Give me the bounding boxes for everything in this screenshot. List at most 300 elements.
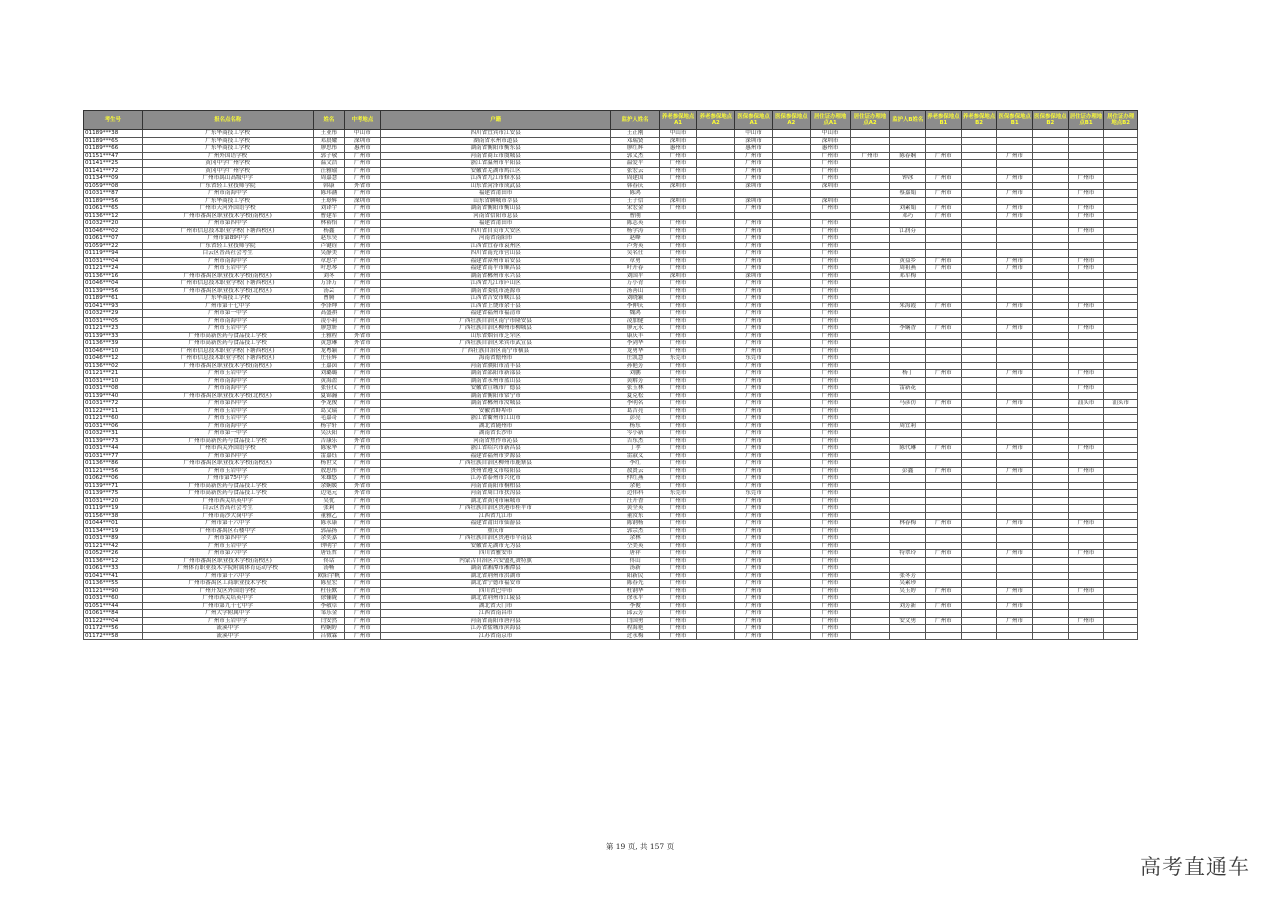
table-cell xyxy=(1033,580,1069,588)
table-cell: 雷嘉钰 xyxy=(313,452,344,460)
table-cell: 01141***72 xyxy=(84,167,143,175)
table-cell xyxy=(1104,355,1138,363)
column-header: 户籍 xyxy=(380,111,611,130)
table-cell: 外省市 xyxy=(345,437,381,445)
table-cell: 万小青 xyxy=(611,280,659,288)
table-cell: 张莉 xyxy=(313,505,344,513)
table-cell: 广州市 xyxy=(345,497,381,505)
table-cell: 广州市番禺区职业技术学校(南校区) xyxy=(142,362,313,370)
table-cell: 深圳市 xyxy=(735,272,773,280)
table-cell: 广州市 xyxy=(659,617,697,625)
table-cell xyxy=(1068,557,1104,565)
table-cell: 广州市第一中学 xyxy=(142,310,313,318)
table-cell xyxy=(697,325,735,333)
table-cell: 重庆市 xyxy=(380,527,611,535)
table-cell: 广州市 xyxy=(659,325,697,333)
table-cell: 深圳市 xyxy=(659,197,697,205)
table-cell: 广州市 xyxy=(345,347,381,355)
table-cell: 广州市 xyxy=(659,445,697,453)
table-cell xyxy=(1068,422,1104,430)
table-cell xyxy=(926,392,962,400)
table-cell: 外省市 xyxy=(345,482,381,490)
table-cell xyxy=(772,257,810,265)
table-row xyxy=(84,550,1138,558)
table-cell xyxy=(850,385,890,393)
table-cell: 广州市 xyxy=(810,392,850,400)
table-cell: 周嘉慧 xyxy=(313,175,344,183)
table-cell xyxy=(772,317,810,325)
table-row xyxy=(84,407,1138,415)
table-cell xyxy=(997,415,1033,423)
table-cell: 广州市 xyxy=(735,527,773,535)
table-cell xyxy=(1104,527,1138,535)
table-cell: 王亚彤 xyxy=(313,130,344,138)
table-cell: 01031***10 xyxy=(84,377,143,385)
table-cell xyxy=(926,250,962,258)
table-cell: 夏克松 xyxy=(611,392,659,400)
table-row xyxy=(84,310,1138,318)
table-cell xyxy=(850,265,890,273)
table-cell: 吉东杰 xyxy=(611,437,659,445)
table-cell: 廖元永 xyxy=(611,325,659,333)
table-cell xyxy=(997,392,1033,400)
table-row xyxy=(84,370,1138,378)
table-cell: 广州市 xyxy=(810,422,850,430)
table-cell: 杨东 xyxy=(611,422,659,430)
table-cell xyxy=(1068,535,1104,543)
table-cell xyxy=(850,190,890,198)
table-cell xyxy=(1104,280,1138,288)
table-cell: 王雅程 xyxy=(313,332,344,340)
table-cell xyxy=(926,572,962,580)
table-cell: 广州市 xyxy=(926,617,962,625)
table-cell: 刘璐璐 xyxy=(313,370,344,378)
table-cell xyxy=(890,295,926,303)
table-cell xyxy=(850,460,890,468)
table-cell: 广州市 xyxy=(345,430,381,438)
table-cell: 广州市 xyxy=(345,235,381,243)
table-cell: 刘冬 xyxy=(313,272,344,280)
table-cell: 广州市 xyxy=(659,340,697,348)
table-cell: 廖思彤 xyxy=(313,145,344,153)
table-cell xyxy=(890,557,926,565)
table-cell xyxy=(1068,355,1104,363)
table-row xyxy=(84,490,1138,498)
table-cell: 广州市 xyxy=(345,422,381,430)
table-cell xyxy=(850,392,890,400)
table-cell: 杨学涛 xyxy=(611,227,659,235)
table-cell xyxy=(1104,347,1138,355)
table-cell: 广州市 xyxy=(345,272,381,280)
table-cell: 广州市 xyxy=(810,595,850,603)
table-cell: 余林 xyxy=(611,535,659,543)
table-row xyxy=(84,265,1138,273)
table-row xyxy=(84,175,1138,183)
table-cell: 广州市 xyxy=(345,580,381,588)
table-cell: 佟山 xyxy=(611,557,659,565)
table-cell: 郭子敬 xyxy=(313,152,344,160)
column-header: 报名点名称 xyxy=(142,111,313,130)
table-cell xyxy=(890,287,926,295)
table-cell: 刘鹏 xyxy=(611,370,659,378)
table-cell: 广州大学附属中学 xyxy=(142,610,313,618)
column-header: 养老参保地点B1 xyxy=(926,111,962,130)
table-cell xyxy=(961,490,997,498)
table-cell xyxy=(697,527,735,535)
table-cell: 广州市 xyxy=(1068,445,1104,453)
table-cell: 广州市南海中学 xyxy=(142,385,313,393)
table-cell: 山东省菏泽市成武县 xyxy=(380,182,611,190)
table-cell: 张宏云 xyxy=(611,167,659,175)
table-cell xyxy=(697,310,735,318)
table-cell: 广州市 xyxy=(735,422,773,430)
table-cell xyxy=(697,182,735,190)
table-cell xyxy=(997,362,1033,370)
table-cell xyxy=(772,520,810,528)
table-cell: 01031***44 xyxy=(84,445,143,453)
table-row xyxy=(84,272,1138,280)
table-cell xyxy=(890,160,926,168)
table-cell xyxy=(926,535,962,543)
table-cell: 01031***77 xyxy=(84,452,143,460)
table-cell xyxy=(997,475,1033,483)
table-cell: 张玉林 xyxy=(611,385,659,393)
table-cell: 广州市 xyxy=(659,467,697,475)
table-cell: 黄慧琳 xyxy=(313,340,344,348)
table-cell xyxy=(697,250,735,258)
table-cell: 汕头市 xyxy=(1104,400,1138,408)
table-cell: 深圳市 xyxy=(810,197,850,205)
table-cell xyxy=(1033,325,1069,333)
table-cell: 葛文瑞 xyxy=(313,407,344,415)
table-cell: 广东华商技工学校 xyxy=(142,145,313,153)
table-cell: 01059***08 xyxy=(84,182,143,190)
table-cell: 广州市 xyxy=(810,617,850,625)
table-cell: 江苏省盐城市滨海县 xyxy=(380,625,611,633)
table-cell xyxy=(1104,595,1138,603)
table-cell xyxy=(697,542,735,550)
table-cell xyxy=(961,557,997,565)
table-cell xyxy=(772,235,810,243)
table-cell: 山东省聊城市莘县 xyxy=(380,197,611,205)
table-cell: 01062***06 xyxy=(84,475,143,483)
table-cell xyxy=(697,490,735,498)
table-cell xyxy=(1068,317,1104,325)
table-cell xyxy=(997,437,1033,445)
table-cell xyxy=(1068,145,1104,153)
table-cell xyxy=(1104,160,1138,168)
table-cell xyxy=(772,197,810,205)
table-cell: 01141***25 xyxy=(84,160,143,168)
table-cell xyxy=(1033,272,1069,280)
table-cell xyxy=(772,602,810,610)
table-cell xyxy=(850,512,890,520)
table-cell: 广州市 xyxy=(735,235,773,243)
table-cell xyxy=(926,235,962,243)
table-cell: 01136***55 xyxy=(84,580,143,588)
table-cell: 林春梅 xyxy=(890,520,926,528)
table-cell xyxy=(890,475,926,483)
table-cell: 广州市 xyxy=(997,400,1033,408)
table-cell: 外省市 xyxy=(345,332,381,340)
table-cell: 广州市 xyxy=(997,370,1033,378)
header-row xyxy=(84,111,1138,130)
table-cell: 广州市 xyxy=(735,475,773,483)
table-cell: 庄佳辉 xyxy=(313,355,344,363)
table-cell: 广州市第一中学 xyxy=(142,430,313,438)
table-cell: 广州市 xyxy=(810,490,850,498)
table-cell xyxy=(1033,535,1069,543)
table-cell: 钟冰 xyxy=(890,175,926,183)
table-cell: 广州市 xyxy=(735,512,773,520)
table-cell: 广州市 xyxy=(659,385,697,393)
table-cell xyxy=(1033,287,1069,295)
table-cell: 深圳市 xyxy=(735,137,773,145)
table-cell: 广州市番禺区职业技术学校(北校区) xyxy=(142,287,313,295)
table-row xyxy=(84,482,1138,490)
table-cell: 湖北省天门市 xyxy=(380,602,611,610)
table-cell xyxy=(1104,332,1138,340)
table-cell: 广州市 xyxy=(659,302,697,310)
table-cell: 汤芸 xyxy=(313,287,344,295)
table-row xyxy=(84,572,1138,580)
table-cell: 广州市 xyxy=(345,227,381,235)
table-cell xyxy=(1068,242,1104,250)
table-cell: 广州市 xyxy=(735,632,773,640)
table-cell xyxy=(997,242,1033,250)
table-cell xyxy=(772,475,810,483)
table-cell xyxy=(1068,572,1104,580)
table-cell: 广州市 xyxy=(345,160,381,168)
table-cell xyxy=(1033,617,1069,625)
table-cell: 广州市 xyxy=(735,557,773,565)
table-cell: 01189***56 xyxy=(84,197,143,205)
table-cell: 吴优 xyxy=(313,497,344,505)
table-cell: 广州市 xyxy=(735,595,773,603)
table-cell: 01136***86 xyxy=(84,460,143,468)
table-cell xyxy=(772,130,810,138)
table-cell: 福建省福州市罗源县 xyxy=(380,452,611,460)
table-cell: 广州市 xyxy=(659,250,697,258)
table-cell xyxy=(697,362,735,370)
table-cell xyxy=(850,280,890,288)
table-cell: 01119***19 xyxy=(84,505,143,513)
table-cell: 龙粤颖 xyxy=(313,347,344,355)
table-cell: 01151***47 xyxy=(84,152,143,160)
table-cell: 广州市 xyxy=(810,535,850,543)
table-cell: 深圳市 xyxy=(659,182,697,190)
table-cell xyxy=(1104,482,1138,490)
table-cell: 01121***23 xyxy=(84,325,143,333)
table-cell xyxy=(850,550,890,558)
table-cell: 广州市 xyxy=(735,310,773,318)
table-cell xyxy=(772,310,810,318)
table-cell: 广州市 xyxy=(1068,520,1104,528)
table-cell: 邓军梅 xyxy=(890,272,926,280)
table-cell: 凌加健 xyxy=(611,317,659,325)
table-cell xyxy=(1068,610,1104,618)
table-cell xyxy=(961,190,997,198)
table-cell: 广州市天河外国语学校 xyxy=(142,205,313,213)
table-cell: 广州市第89中学 xyxy=(142,235,313,243)
table-row xyxy=(84,137,1138,145)
table-cell: 深圳市 xyxy=(810,182,850,190)
table-cell xyxy=(772,550,810,558)
table-cell xyxy=(1068,377,1104,385)
table-cell: 李娴香 xyxy=(890,325,926,333)
table-cell: 广州市 xyxy=(345,205,381,213)
table-cell: 广州市 xyxy=(345,535,381,543)
table-cell: 广州市 xyxy=(810,325,850,333)
table-cell: 广州市 xyxy=(345,520,381,528)
table-cell xyxy=(926,482,962,490)
table-cell xyxy=(961,565,997,573)
table-cell xyxy=(997,317,1033,325)
table-cell: 广州市 xyxy=(810,385,850,393)
table-cell xyxy=(1033,377,1069,385)
table-cell xyxy=(1033,482,1069,490)
table-cell: 特翠玲 xyxy=(890,550,926,558)
table-cell: 广州市 xyxy=(659,482,697,490)
table-cell xyxy=(1104,167,1138,175)
table-cell xyxy=(1033,302,1069,310)
table-cell: 陈永康 xyxy=(313,520,344,528)
table-row xyxy=(84,625,1138,633)
table-cell xyxy=(697,257,735,265)
table-cell xyxy=(1033,437,1069,445)
table-cell xyxy=(1068,542,1104,550)
table-cell xyxy=(1068,512,1104,520)
table-cell xyxy=(997,182,1033,190)
table-cell: 广州市 xyxy=(997,617,1033,625)
table-cell xyxy=(997,137,1033,145)
table-cell: 中山市 xyxy=(345,130,381,138)
table-cell xyxy=(850,542,890,550)
table-cell xyxy=(850,137,890,145)
table-cell xyxy=(997,422,1033,430)
table-cell: 四川省雅安市 xyxy=(380,550,611,558)
column-header: 医保参保地点A2 xyxy=(772,111,810,130)
table-cell: 惠州市 xyxy=(735,145,773,153)
table-cell xyxy=(850,212,890,220)
table-cell: 广州市 xyxy=(810,250,850,258)
table-cell: 01121***56 xyxy=(84,467,143,475)
table-body xyxy=(84,130,1138,640)
table-cell: 黄全英 xyxy=(611,505,659,513)
table-cell: 广州市 xyxy=(735,362,773,370)
table-cell: 广州市 xyxy=(659,437,697,445)
table-cell: 广州市玉岩中学 xyxy=(142,265,313,273)
table-cell: 01139***73 xyxy=(84,437,143,445)
table-cell: 广州市 xyxy=(345,445,381,453)
table-cell: 外省市 xyxy=(345,340,381,348)
table-row xyxy=(84,610,1138,618)
table-cell xyxy=(997,272,1033,280)
table-cell: 广州市 xyxy=(345,175,381,183)
table-cell xyxy=(1068,287,1104,295)
table-cell: 江润芬 xyxy=(890,227,926,235)
table-cell xyxy=(697,392,735,400)
table-cell: 广州市 xyxy=(735,325,773,333)
table-cell: 孙艳芳 xyxy=(611,362,659,370)
table-cell xyxy=(961,272,997,280)
table-cell xyxy=(961,385,997,393)
table-cell: 吴沃阳 xyxy=(313,430,344,438)
table-cell xyxy=(1068,310,1104,318)
table-cell xyxy=(1033,430,1069,438)
table-cell: 01172***56 xyxy=(84,625,143,633)
table-cell: 01189***66 xyxy=(84,145,143,153)
table-cell: 广州市 xyxy=(659,175,697,183)
table-cell xyxy=(772,325,810,333)
column-header: 中考地点 xyxy=(345,111,381,130)
table-cell xyxy=(961,212,997,220)
column-header: 养老参保地点A2 xyxy=(697,111,735,130)
table-cell xyxy=(772,137,810,145)
table-cell: 广州市 xyxy=(810,280,850,288)
table-row xyxy=(84,205,1138,213)
table-cell xyxy=(850,415,890,423)
table-cell: 广东省轻工业技师学院 xyxy=(142,242,313,250)
table-cell: 广东华商技工学校 xyxy=(142,295,313,303)
table-cell: 广州市高新医药与食品技工学校 xyxy=(142,332,313,340)
table-cell xyxy=(850,205,890,213)
table-cell xyxy=(1068,347,1104,355)
table-cell xyxy=(1033,197,1069,205)
table-cell: 岑小新 xyxy=(611,430,659,438)
table-cell: 广州市 xyxy=(926,212,962,220)
table-cell: 唐钰哲 xyxy=(313,550,344,558)
table-row xyxy=(84,377,1138,385)
table-cell: 广州市 xyxy=(659,625,697,633)
table-cell xyxy=(850,160,890,168)
table-cell: 广州市 xyxy=(997,257,1033,265)
table-cell xyxy=(735,212,773,220)
table-cell: 广州市玉岩中学 xyxy=(142,415,313,423)
table-row xyxy=(84,130,1138,138)
table-cell xyxy=(890,407,926,415)
table-cell: 广州市 xyxy=(810,302,850,310)
table-cell: 广州市 xyxy=(735,205,773,213)
table-cell: 广州市 xyxy=(810,565,850,573)
table-cell xyxy=(1104,415,1138,423)
table-cell: 广东省轻工业技师学院 xyxy=(142,182,313,190)
table-cell xyxy=(926,137,962,145)
table-cell xyxy=(1033,355,1069,363)
table-cell xyxy=(961,325,997,333)
table-cell xyxy=(926,197,962,205)
table-cell xyxy=(890,527,926,535)
table-row xyxy=(84,400,1138,408)
table-cell: 陈春光 xyxy=(611,580,659,588)
table-cell xyxy=(772,392,810,400)
table-cell: 浙江省温州市平阳县 xyxy=(380,160,611,168)
table-cell xyxy=(1104,182,1138,190)
table-cell xyxy=(850,520,890,528)
table-cell: 广州市 xyxy=(997,302,1033,310)
table-cell: 广州市 xyxy=(735,332,773,340)
table-cell: 黄冈中学广州学校 xyxy=(142,167,313,175)
table-cell xyxy=(997,377,1033,385)
table-row xyxy=(84,152,1138,160)
table-cell: 叶思琴 xyxy=(313,265,344,273)
table-cell: 广州市 xyxy=(659,287,697,295)
table-cell xyxy=(926,167,962,175)
table-cell: 广州市玉岩中学 xyxy=(142,407,313,415)
table-cell xyxy=(850,340,890,348)
table-cell xyxy=(1104,130,1138,138)
table-cell: 广州市 xyxy=(345,572,381,580)
